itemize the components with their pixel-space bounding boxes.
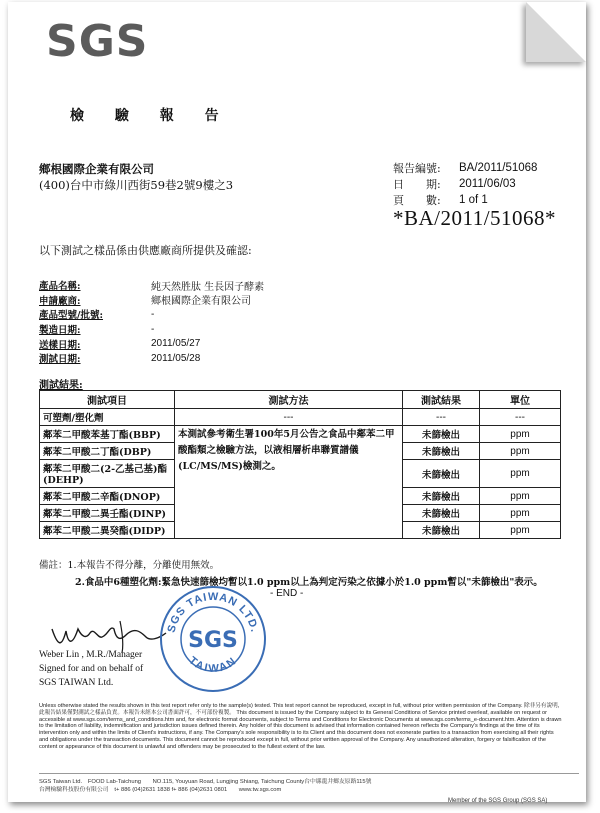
sample-info-row	[39, 322, 264, 337]
sample-info	[39, 278, 264, 366]
report-number: BA/2011/51068	[459, 162, 538, 174]
col-item-header: 測試項目	[40, 391, 175, 409]
sample-info-value: -	[151, 323, 155, 335]
sample-info-row	[39, 336, 264, 351]
result-item: 鄰苯二甲酸苯基丁酯(BBP)	[40, 426, 175, 443]
category-row	[40, 409, 561, 426]
col-result-header: 測試結果	[403, 391, 480, 409]
sample-info-value: 鄉根國際企業有限公司	[151, 296, 251, 308]
sample-info-row	[39, 293, 264, 308]
footer-line-1: SGS Taiwan Ltd. FOOD Lab-Taichung NO.115, Youyuan Road, Lungjing Shiang, Taichung County台中縣龍井鄉友原路115號	[39, 779, 372, 785]
sgs-logo: SGS	[46, 16, 149, 67]
category-method: ---	[175, 409, 403, 426]
report-date-row	[393, 176, 537, 192]
result-value: 未篩檢出	[403, 443, 480, 460]
stamp-bottom-text: TAIWAN	[186, 654, 240, 676]
sample-info-label: 申請廠商:	[39, 295, 81, 307]
sample-info-label: 產品名稱:	[39, 281, 81, 293]
result-item: 鄰苯二甲酸二異壬酯(DINP)	[40, 505, 175, 522]
page-curl	[526, 2, 586, 62]
col-method-header: 測試方法	[175, 391, 403, 409]
result-unit: ppm	[480, 488, 561, 505]
result-unit: ppm	[480, 522, 561, 539]
category-result: ---	[403, 409, 480, 426]
category-item: 可塑劑/塑化劑	[40, 409, 175, 426]
category-unit: ---	[480, 409, 561, 426]
report-date-label: 日 期:	[393, 178, 441, 191]
applicant-address: (400)台中市綠川西街59巷2號9樓之3	[39, 178, 234, 192]
result-unit: ppm	[480, 443, 561, 460]
stamp-top-text: SGS TAIWAN LTD.	[165, 590, 261, 634]
stamp-center-text: SGS	[188, 628, 238, 653]
result-unit: ppm	[480, 460, 561, 488]
sample-info-row	[39, 351, 264, 366]
sample-info-row	[39, 278, 264, 293]
sample-info-label: 產品型號/批號:	[39, 310, 103, 322]
intro-text: 以下測試之樣品係由供應廠商所提供及確認:	[39, 244, 252, 257]
footer-line-2: 台灣檢驗科技股份有限公司 t+ 886 (04)2631 1838 f+ 886 (04)2631 0801 www.tw.sgs.com	[39, 787, 282, 793]
result-value: 未篩檢出	[403, 460, 480, 488]
result-method: 本測試參考衛生署100年5月公告之食品中鄰苯二甲酸酯類之檢驗方法，以液相層析串聯質譜儀(LC/MS/MS)檢測之。	[175, 426, 403, 539]
report-date: 2011/06/03	[459, 178, 516, 190]
results-header-row	[40, 391, 561, 409]
results-heading: 測試結果:	[39, 380, 83, 391]
sample-info-value: -	[151, 308, 155, 320]
note-1: 備註：1.本報告不得分離，分離使用無效。	[39, 560, 220, 571]
document-title: 檢 驗 報 告	[70, 108, 232, 124]
sample-info-value: 2011/05/28	[151, 352, 201, 364]
footer	[39, 773, 579, 792]
result-unit: ppm	[480, 505, 561, 522]
report-meta	[393, 160, 537, 208]
col-unit-header: 單位	[480, 391, 561, 409]
sample-info-label: 測試日期:	[39, 354, 81, 366]
signed-for: Signed for and on behalf of	[39, 664, 144, 674]
barcode-text: *BA/2011/51068*	[393, 206, 557, 230]
report-pages-label: 頁 數:	[393, 194, 441, 207]
note-2: 2.食品中6種塑化劑:緊急快速篩檢均暫以1.0 ppm以上為判定污染之依據小於1.0 ppm暫以"未篩檢出"表示。	[75, 577, 543, 588]
result-item: 鄰苯二甲酸二(2-乙基己基)酯(DEHP)	[40, 460, 175, 488]
result-value: 未篩檢出	[403, 488, 480, 505]
result-item: 鄰苯二甲酸二辛酯(DNOP)	[40, 488, 175, 505]
sample-info-value: 純天然胜肽 生長因子酵素	[151, 281, 265, 293]
sample-info-label: 送樣日期:	[39, 339, 81, 351]
sample-info-label: 製造日期:	[39, 325, 81, 337]
report-number-label: 報告編號:	[393, 162, 441, 175]
report-number-row	[393, 160, 537, 176]
end-mark: - END -	[270, 588, 304, 599]
result-item: 鄰苯二甲酸二丁酯(DBP)	[40, 443, 175, 460]
results-table	[39, 390, 561, 539]
sample-info-row	[39, 307, 264, 322]
member-note: Member of the SGS Group (SGS SA)	[448, 798, 548, 804]
applicant-name: 鄉根國際企業有限公司	[39, 162, 154, 176]
legal-disclaimer: Unless otherwise stated the results shown in this test report refer only to the sample(s) tested. This test report cannot be reproduced, except in full, without prior written permission of the Company. 除非另有說明，此報告結果僅對測試之樣品負責。本報告未經本公司書面許可，不可部份複製。 This document is issued by the Company subject to its General Conditions of Service printed overleaf, available on request or accessible at www.sgs.com/terms_and_conditions.htm and, for electronic format documents, subject to Terms and Conditions for Electronic Documents at www.sgs.com/terms_e-document.htm. Attention is drawn to the limitation of liability, indemnification and jurisdiction issues defined therein. Any holder of this document is advised that information contained hereon reflects the Company's findings at the time of its intervention only and within the limits of Client's instructions, if any. The Company's sole responsibility is to its Client and this document does not exonerate parties to a transaction from exercising all their rights and obligations under the transaction documents. This document cannot be reproduced except in full, without prior written approval of the Company. Any unauthorized alteration, forgery or falsification of the content or appearance of this document is unlawful and offenders may be prosecuted to the fullest extent of the law.	[39, 703, 564, 750]
sample-info-value: 2011/05/27	[151, 338, 201, 350]
result-value: 未篩檢出	[403, 505, 480, 522]
report-page	[8, 2, 586, 802]
result-row	[40, 426, 561, 443]
signer-block	[39, 648, 143, 690]
result-unit: ppm	[480, 426, 561, 443]
result-value: 未篩檢出	[403, 426, 480, 443]
sgs-taiwan-stamp	[158, 584, 268, 694]
signer-name: Weber Lin , M.R./Manager	[39, 650, 143, 660]
signer-company: SGS TAIWAN Ltd.	[39, 678, 114, 688]
report-pages: 1 of 1	[459, 194, 488, 206]
result-value: 未篩檢出	[403, 522, 480, 539]
result-item: 鄰苯二甲酸二異癸酯(DIDP)	[40, 522, 175, 539]
